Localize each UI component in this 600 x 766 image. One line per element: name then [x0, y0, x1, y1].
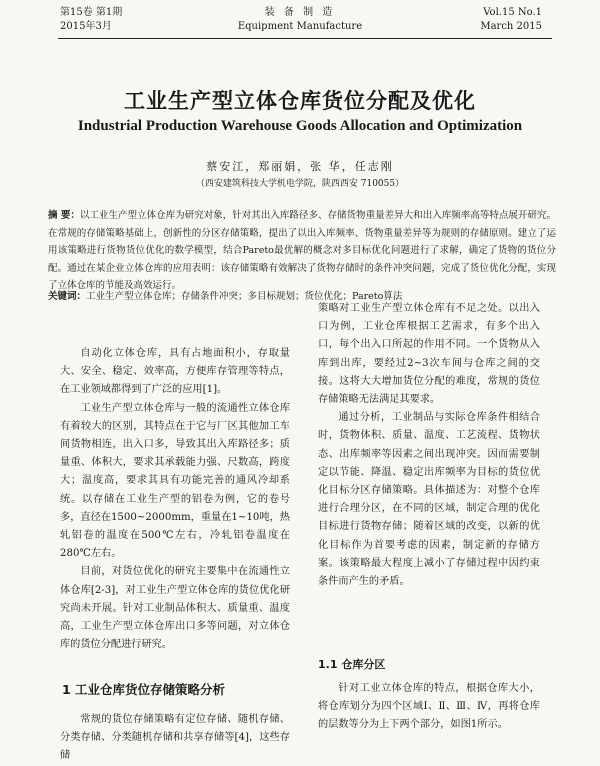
abstract-text: 以工业生产型立体仓库为研究对象，针对其出入库路径多、存储货物重量差异大和出入库频率高等特点展开研究。在常规的存储策略基础上，创新性的分区存储策略，提出了以出入库频率、货物重量差异等为规则的存储原则。建立了运用该策略进行货物货位优化的数学模型，结合Pareto最优解的概念对多目标优化问题进行了求解，确定了货物的货位分配。通过在某企业立体仓库的应用表明：该存储策略有效解决了货物存储时的条件冲突问题，完成了货位优化分配，实现了立体仓库的节能及高效运行。	[48, 210, 556, 292]
body-paragraph: 自动化立体仓库，具有占地面积小，存取量大、安全、稳定、效率高，方便库存管理等特点，在工业领域都得到了广泛的应用[1]。	[60, 348, 290, 396]
journal-header	[0, 0, 600, 40]
body-column-right	[318, 300, 540, 591]
body-paragraph: 工业生产型立体仓库与一般的流通性立体仓库有着较大的区别，其特点在于它与厂区其他加工车间货物相连，出入口多，导致其出入库路径多；质量重、体积大，要求其承载能力强、尺数高，跨度大；温度高，要求其具有功能完善的通风冷却系统。以存储在工业生产型的铝卷为例，它的卷号多，直径在1500~2000mm，重量在1~10吨，热轧铝卷的温度在500℃左右，冷轧铝卷温度在280℃左右。	[60, 402, 290, 560]
keywords-label: 关键词：	[48, 291, 87, 302]
keywords-text: 工业生产型立体仓库；存储条件冲突；多目标规划；货位优化；Pareto算法	[86, 291, 403, 302]
journal-volume: 第15卷 第1期	[60, 7, 123, 18]
body-column-right-continued	[318, 680, 540, 735]
author-list: 蔡安江，郑丽娟，张 华，任志刚	[206, 160, 394, 173]
abstract-label: 摘 要：	[48, 210, 80, 221]
paper-title-en: Industrial Production Warehouse Goods Allocation and Optimization	[77, 118, 523, 134]
affiliation: （西安建筑科技大学机电学院，陕西西安 710055）	[195, 179, 405, 189]
journal-name-zh: 装 备 制 造	[264, 7, 336, 18]
journal-date-en: March 2015	[480, 21, 542, 32]
journal-name-en: Equipment Manufacture	[237, 21, 363, 32]
paper-title-zh: 工业生产型立体仓库货位分配及优化	[124, 89, 476, 113]
header-right	[480, 6, 542, 34]
abstract	[48, 207, 556, 295]
body-paragraph: 策略对工业生产型立体仓库有不足之处。以出入口为例，工业仓库根据工艺需求，有多个出入口，每个出入口所起的作用不同。一个货物从入库到出库，要经过2~3次车间与仓库之间的交接。这将大大增加货位分配的难度，常规的货位存储策略无法满足其要求。	[318, 303, 540, 406]
body-paragraph: 常规的货位存储策略有定位存储、随机存储、分类存储、分类随机存储和共享存储等[4]，这些存储	[60, 714, 290, 762]
journal-volume-en: Vol.15 No.1	[483, 7, 542, 18]
body-paragraph: 目前，对货位优化的研究主要集中在流通性立体仓库[2-3]，对工业生产型立体仓库的货位优化研究尚未开展。针对工业制品体积大、质量重、温度高，工业生产型立体仓库出口多等问题，对立体仓库的货位分配进行研究。	[60, 566, 290, 651]
subsection-heading-1-1: 1.1 仓库分区	[318, 658, 386, 671]
journal-date: 2015年3月	[60, 21, 112, 32]
body-paragraph: 针对工业立体仓库的特点，根据仓库大小，将仓库划分为四个区域Ⅰ、Ⅱ、Ⅲ、Ⅳ，再将仓库的层数等分为上下两个部分，如图1所示。	[318, 683, 540, 731]
section-heading-1: 1 工业仓库货位存储策略分析	[62, 682, 226, 697]
header-rule	[58, 38, 552, 39]
body-column-left-continued	[60, 711, 290, 766]
body-column-left	[60, 345, 290, 654]
body-paragraph: 通过分析，工业制品与实际仓库条件相结合时，货物体积、质量、温度、工艺流程、货物状态、出库频率等因素之间出现冲突。因而需要制定以节能、降温、稳定出库频率为目标的货位优化目标分区存储策略。具体描述为：对整个仓库进行合理分区，在不同的区域，制定合理的优化目标进行货物存储；随着区域的改变，以新的优化目标作为首要考虑的因素，制定新的存储方案。该策略最大程度上减小了存储过程中因约束条件而产生的矛盾。	[318, 412, 540, 588]
